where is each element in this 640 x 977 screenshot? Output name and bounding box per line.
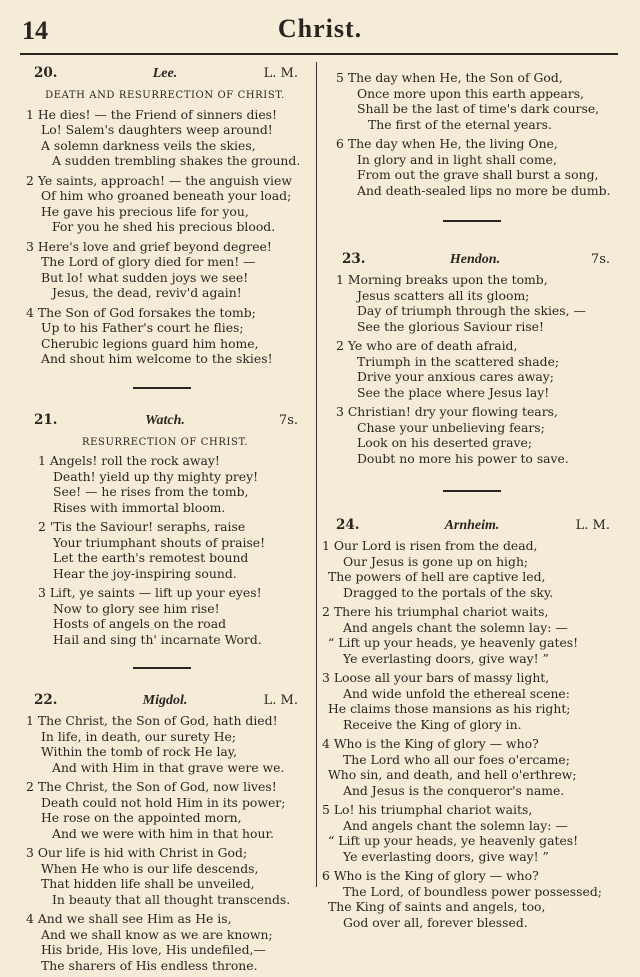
- verse: [20, 239, 310, 301]
- verse: [20, 453, 310, 515]
- verse-line: Who sin, and death, and hell o'erthrew;: [328, 767, 577, 782]
- verse-line: Death! yield up thy mighty prey!: [53, 468, 259, 484]
- hymn-tune: Migdol.: [142, 693, 188, 708]
- verse: [20, 107, 310, 169]
- verse: [20, 305, 310, 367]
- verse-line: In glory and in light shall come,: [357, 151, 557, 167]
- verse-line: 3 Loose all your bars of massy light,: [322, 670, 550, 685]
- verse-line: 2 Ye who are of death afraid,: [336, 338, 518, 353]
- verse-line: 3 Our life is hid with Christ in God;: [26, 845, 248, 860]
- hymn-header: [322, 518, 622, 538]
- verse-line: Lo! Salem's daughters weep around!: [41, 122, 273, 137]
- verse-line: That hidden life shall be unveiled,: [41, 876, 255, 891]
- verse-line: Up to his Father's court he flies;: [41, 320, 244, 335]
- verse: [336, 136, 622, 198]
- verse-line: Shall be the last of time's dark course,: [357, 101, 600, 116]
- verse-line: 1 The Christ, the Son of God, hath died!: [26, 713, 278, 728]
- hymn-meter: L. M.: [575, 518, 610, 533]
- hymn-header: [20, 413, 310, 433]
- verse-line: 6 Who is the King of glory — who?: [322, 868, 539, 883]
- verse-line: The first of the eternal years.: [368, 116, 552, 132]
- hymn-20: [14, 66, 310, 367]
- verse-line: 6 The day when He, the living One,: [336, 136, 558, 151]
- page-number: 14: [22, 16, 48, 45]
- verse-line: Drive your anxious cares away;: [357, 369, 554, 384]
- verse-line: 3 Lift, ye saints — lift up your eyes!: [38, 585, 262, 600]
- verse: [20, 779, 310, 841]
- hymn-header: [20, 693, 310, 713]
- hymn-subtitle: RESURRECTION OF CHRIST.: [81, 436, 249, 448]
- verse-line: But lo! what sudden joys we see!: [41, 269, 249, 285]
- verse-line: Hear the joy-inspiring sound.: [53, 565, 237, 581]
- verse-line: And with Him in that grave were we.: [52, 759, 285, 775]
- verse: [322, 538, 622, 600]
- verse-line: Cherubic legions guard him home,: [41, 335, 259, 351]
- hymn-header: [20, 66, 310, 86]
- verse-line: A solemn darkness veils the skies,: [41, 137, 256, 153]
- hymn-22: [14, 693, 310, 973]
- verse-line: Doubt no more his power to save.: [357, 450, 569, 466]
- verse-line: 5 Lo! his triumphal chariot waits,: [322, 802, 533, 817]
- verse: [328, 404, 622, 466]
- hymn-number: 21.: [34, 411, 58, 428]
- verse-line: From out the grave shall burst a song,: [357, 167, 599, 182]
- verse-line: Your triumphant shouts of praise!: [53, 534, 266, 550]
- verse-line: Our Jesus is gone up on high;: [343, 553, 529, 569]
- verse-line: See! — he rises from the tomb,: [53, 484, 249, 499]
- verse-line: Once more upon this earth appears,: [357, 85, 584, 101]
- verse-line: Dragged to the portals of the sky.: [343, 584, 554, 600]
- verse-line: 2 Ye saints, approach! — the anguish view: [26, 172, 292, 188]
- hymn-meter: 7s.: [278, 412, 298, 428]
- verse-line: Triumph in the scattered shade;: [357, 353, 560, 369]
- verse: [322, 670, 622, 732]
- verse-line: Jesus scatters all its gloom;: [357, 287, 530, 303]
- verse-line: 4 The Son of God forsakes the tomb;: [26, 304, 256, 320]
- verse-line: Within the tomb of rock He lay,: [41, 744, 238, 759]
- section-separator: [443, 490, 501, 492]
- verse-line: Ye everlasting doors, give way! ”: [343, 848, 549, 864]
- verse-line: The Lord of glory died for men! —: [41, 254, 256, 269]
- verse-line: In beauty that all thought transcends.: [52, 891, 291, 907]
- verse-line: The powers of hell are captive led,: [328, 569, 546, 584]
- hymn-meter: L. M.: [263, 66, 298, 81]
- verse-line: 5 The day when He, the Son of God,: [336, 70, 563, 85]
- verse-line: Of him who groaned beneath your load;: [41, 188, 292, 203]
- verse-line: A sudden trembling shakes the ground.: [52, 153, 301, 168]
- hymn-number: 22.: [34, 692, 58, 708]
- verse-line: Hail and sing th' incarnate Word.: [53, 631, 262, 647]
- verse-line: 2 There his triumphal chariot waits,: [322, 604, 549, 619]
- hymn-tune: Watch.: [145, 412, 185, 428]
- hymn-21: [14, 413, 310, 648]
- verse-line: And angels chant the solemn lay: —: [343, 619, 568, 635]
- verse-line: See the place where Jesus lay!: [357, 384, 550, 400]
- hymn-22-continued: [322, 70, 622, 198]
- verse-line: 1 Angels! roll the rock away!: [38, 453, 220, 468]
- verse-line: When He who is our life descends,: [41, 860, 259, 876]
- verse-line: “ Lift up your heads, ye heavenly gates!: [328, 635, 579, 650]
- verse: [20, 173, 310, 235]
- verse-line: 2 The Christ, the Son of God, now lives!: [26, 779, 277, 794]
- verse-line: Now to glory see him rise!: [53, 600, 220, 616]
- right-column: [322, 70, 622, 934]
- verse-line: Day of triumph through the skies, —: [357, 303, 586, 318]
- verse: [322, 604, 622, 666]
- verse: [20, 585, 310, 647]
- verse-line: He rose on the appointed morn,: [41, 810, 242, 825]
- verse: [322, 868, 622, 930]
- verse-line: And we were with him in that hour.: [52, 825, 274, 841]
- verse: [322, 736, 622, 798]
- verse-line: See the glorious Saviour rise!: [357, 318, 544, 334]
- verse: [322, 802, 622, 864]
- verse-line: 3 Here's love and grief beyond degree!: [26, 238, 272, 254]
- verse-line: The Lord who all our foes o'ercame;: [343, 751, 570, 767]
- verse-line: “ Lift up your heads, ye heavenly gates!: [328, 833, 579, 848]
- column-divider: [316, 62, 317, 887]
- verse-line: Let the earth's remotest bound: [53, 550, 249, 565]
- verse-line: Hosts of angels on the road: [53, 616, 227, 631]
- verse-line: The King of saints and angels, too,: [328, 899, 546, 914]
- verse-line: And angels chant the solemn lay: —: [343, 817, 568, 833]
- verse: [328, 272, 622, 334]
- verse-line: 1 Our Lord is risen from the dead,: [322, 538, 538, 553]
- verse-line: 1 Morning breaks upon the tomb,: [336, 272, 548, 287]
- hymn-tune: Lee.: [152, 66, 178, 81]
- hymn-meter: 7s.: [590, 252, 610, 267]
- verse-line: 2 'Tis the Saviour! seraphs, raise: [38, 519, 246, 534]
- verse-line: Death could not hold Him in its power;: [41, 794, 286, 810]
- verse: [328, 338, 622, 400]
- hymn-tune: Hendon.: [449, 252, 501, 267]
- verse-line: He gave his precious life for you,: [41, 203, 249, 219]
- verse-line: Chase your unbelieving fears;: [357, 419, 545, 435]
- verse-line: 4 Who is the King of glory — who?: [322, 736, 539, 751]
- verse-line: For you he shed his precious blood.: [52, 219, 276, 234]
- verse: [336, 70, 622, 132]
- verse-line: 4 And we shall see Him as He is,: [26, 911, 232, 926]
- left-column: [14, 66, 310, 977]
- hymn-header: [328, 252, 622, 272]
- verse-line: He claims those mansions as his right;: [328, 701, 571, 716]
- header-rule: [20, 53, 618, 55]
- verse-line: And Jesus is the conqueror's name.: [343, 782, 565, 798]
- hymn-number: 20.: [34, 65, 58, 81]
- page-title: Christ.: [277, 14, 363, 43]
- hymn-24: [322, 518, 622, 930]
- verse-line: His bride, His love, His undefiled,—: [41, 942, 266, 957]
- hymn-meter: L. M.: [263, 693, 298, 708]
- verse-line: 1 He dies! — the Friend of sinners dies!: [26, 106, 278, 122]
- verse-line: The sharers of His endless throne.: [41, 957, 258, 973]
- hymn-tune: Arnheim.: [444, 518, 500, 533]
- verse: [20, 845, 310, 907]
- section-separator: [133, 667, 191, 669]
- verse-line: Look on his deserted grave;: [357, 435, 533, 450]
- verse-line: And wide unfold the ethereal scene:: [343, 685, 570, 701]
- verse-line: Jesus, the dead, reviv'd again!: [52, 285, 242, 300]
- verse-line: 3 Christian! dry your flowing tears,: [336, 404, 558, 419]
- verse-line: The Lord, of boundless power possessed;: [343, 883, 602, 899]
- section-separator: [133, 387, 191, 389]
- verse-line: And death-sealed lips no more be dumb.: [357, 182, 611, 198]
- hymn-number: 24.: [336, 517, 360, 533]
- verse-line: And shout him welcome to the skies!: [41, 351, 273, 366]
- verse-line: Rises with immortal bloom.: [53, 499, 226, 515]
- verse: [20, 519, 310, 581]
- hymn-23: [322, 252, 622, 466]
- section-separator: [443, 220, 501, 222]
- verse-line: And we shall know as we are known;: [41, 926, 273, 942]
- verse-line: God over all, forever blessed.: [343, 914, 528, 930]
- verse-line: In life, in death, our surety He;: [41, 728, 237, 744]
- verse-line: Ye everlasting doors, give way! ”: [343, 650, 549, 666]
- verse-line: Receive the King of glory in.: [343, 716, 522, 732]
- verse: [20, 713, 310, 775]
- hymn-subtitle: DEATH AND RESURRECTION OF CHRIST.: [45, 90, 285, 101]
- hymn-number: 23.: [342, 251, 366, 267]
- verse: [20, 911, 310, 973]
